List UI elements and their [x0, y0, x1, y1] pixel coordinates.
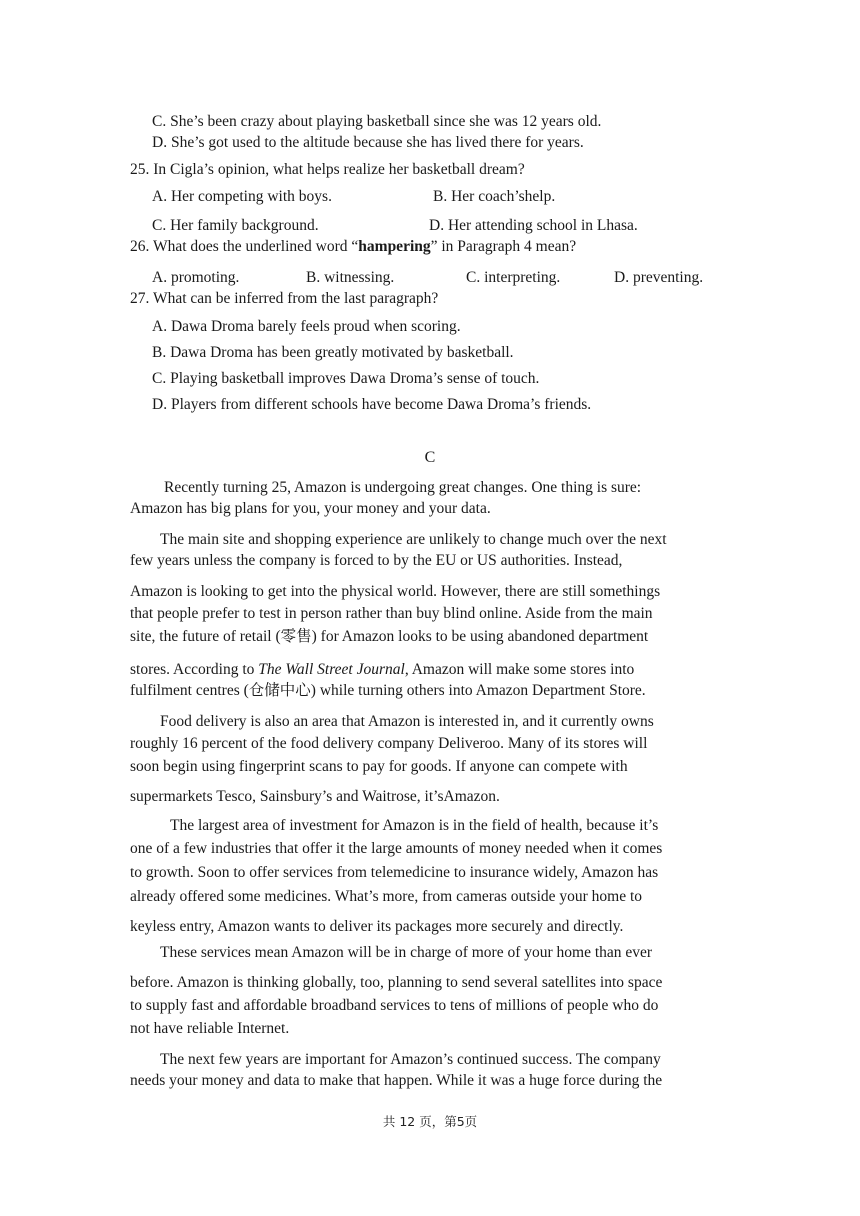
paragraph-line: one of a few industries that offer it the large amounts of money needed when it comes [130, 840, 663, 857]
q24-option-d: D. She’s got used to the altitude because she has lived there for years. [152, 134, 584, 151]
q26-stem-post: ” in Paragraph 4 mean? [430, 238, 577, 255]
q26-option-b: B. witnessing. [306, 269, 395, 286]
paragraph-line: supermarkets Tesco, Sainsbury’s and Waitrose, it’sAmazon. [130, 788, 500, 805]
paragraph-line: before. Amazon is thinking globally, too, planning to send several satellites into space [130, 974, 663, 991]
paragraph-line: Recently turning 25, Amazon is undergoing great changes. One thing is sure: [164, 479, 642, 496]
q25-option-b: B. Her coach’shelp. [433, 188, 556, 205]
q27-option-c: C. Playing basketball improves Dawa Droma’s sense of touch. [152, 370, 540, 387]
paragraph-line: that people prefer to test in person rather than buy blind online. Aside from the main [130, 605, 653, 622]
paragraph-line: These services mean Amazon will be in charge of more of your home than ever [160, 944, 653, 961]
paragraph-line: not have reliable Internet. [130, 1020, 290, 1037]
page-footer: 共 12 页，第5页 [382, 1114, 478, 1129]
q25-option-c: C. Her family background. [152, 217, 319, 234]
q27-option-d: D. Players from different schools have become Dawa Droma’s friends. [152, 396, 592, 413]
q27-stem: 27. What can be inferred from the last paragraph? [130, 290, 439, 307]
paragraph-line-journal [130, 660, 634, 680]
paragraph-line: The main site and shopping experience are unlikely to change much over the next [160, 531, 667, 548]
q25-option-d: D. Her attending school in Lhasa. [429, 217, 638, 234]
q26-option-a: A. promoting. [152, 269, 240, 286]
q26-stem-pre: 26. What does the underlined word “ [130, 238, 359, 255]
q24-option-c: C. She’s been crazy about playing basketball since she was 12 years old. [152, 113, 602, 130]
q26-underlined-word: hampering [358, 238, 431, 255]
paragraph-line: Amazon is looking to get into the physical world. However, there are still somethings [130, 583, 661, 600]
q26-option-c: C. interpreting. [466, 269, 561, 286]
paragraph-line: Food delivery is also an area that Amazon is interested in, and it currently owns [160, 713, 654, 730]
paragraph-line: to growth. Soon to offer services from telemedicine to insurance widely, Amazon has [130, 864, 659, 881]
paragraph-line: Amazon has big plans for you, your money and your data. [130, 500, 491, 517]
journal-title: The Wall Street Journal [258, 661, 405, 678]
text-run: stores. According to [130, 661, 259, 678]
paragraph-line: few years unless the company is forced to by the EU or US authorities. Instead, [130, 552, 623, 569]
q26-option-d: D. preventing. [614, 269, 704, 286]
section-heading: C [424, 449, 436, 466]
q25-stem: 25. In Cigla’s opinion, what helps realize her basketball dream? [130, 161, 525, 178]
paragraph-line: fulfilment centres (仓储中心) while turning others into Amazon Department Store. [130, 682, 646, 699]
paragraph-line: site, the future of retail (零售) for Amazon looks to be using abandoned department [130, 628, 649, 645]
paragraph-line: roughly 16 percent of the food delivery company Deliveroo. Many of its stores will [130, 735, 648, 752]
paragraph-line: keyless entry, Amazon wants to deliver its packages more securely and directly. [130, 918, 624, 935]
paragraph-line: already offered some medicines. What’s more, from cameras outside your home to [130, 888, 643, 905]
q27-option-b: B. Dawa Droma has been greatly motivated by basketball. [152, 344, 514, 361]
paragraph-line: needs your money and data to make that happen. While it was a huge force during the [130, 1072, 663, 1089]
q27-option-a: A. Dawa Droma barely feels proud when scoring. [152, 318, 461, 335]
text-run: , Amazon will make some stores into [404, 661, 635, 678]
q26-stem [130, 237, 576, 257]
paragraph-line: The largest area of investment for Amazon is in the field of health, because it’s [170, 817, 659, 834]
paragraph-line: to supply fast and affordable broadband services to tens of millions of people who do [130, 997, 659, 1014]
q25-option-a: A. Her competing with boys. [152, 188, 332, 205]
paragraph-line: The next few years are important for Amazon’s continued success. The company [160, 1051, 661, 1068]
paragraph-line: soon begin using fingerprint scans to pay for goods. If anyone can compete with [130, 758, 628, 775]
